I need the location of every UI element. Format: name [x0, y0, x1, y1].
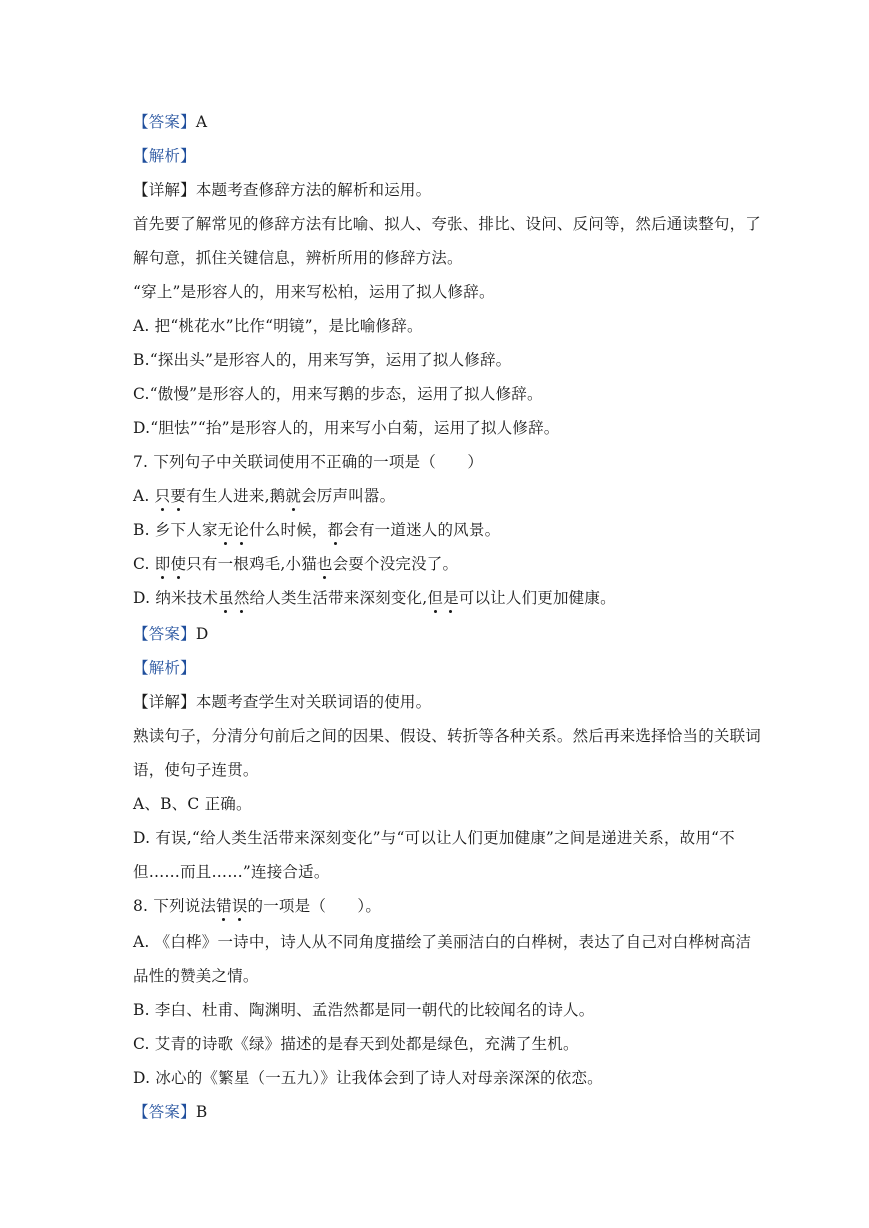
emphasis-char: 使 [170, 555, 187, 573]
text-segment: 会有一道迷人的风景。 [343, 521, 501, 539]
q7-answer-line [133, 624, 208, 644]
q6-answer-line [133, 112, 207, 132]
q7-analysis-tag [133, 658, 196, 678]
q7-option-d [133, 588, 616, 608]
q6-option-d: D.“胆怯”“抬”是形容人的，用来写小白菊，运用了拟人修辞。 [133, 419, 560, 437]
text-segment: 有生人进来,鹅 [186, 487, 286, 505]
q8-option-b: B. 李白、杜甫、陶渊明、孟浩然都是同一朝代的比较闻名的诗人。 [133, 1001, 595, 1019]
emphasis-char: 误 [231, 897, 248, 915]
q8-option-c: C. 艾青的诗歌《绿》描述的是春天到处都是绿色，充满了生机。 [133, 1035, 579, 1053]
answer-value: D [195, 625, 209, 643]
text-segment: 只有一根鸡毛,小猫 [186, 555, 317, 573]
q7-option-c [133, 554, 458, 574]
q6-para2: “穿上”是形容人的，用来写松柏，运用了拟人修辞。 [133, 283, 495, 301]
emphasis-char: 也 [316, 555, 333, 573]
emphasis-char: 虽 [218, 589, 234, 607]
detail-tag: 【详解】 [133, 693, 196, 711]
q6-para1-line1: 首先要了解常见的修辞方法有比喻、拟人、夸张、排比、设问、反问等，然后通读整句，了 [133, 215, 762, 233]
answer-tag: 【答案】 [133, 113, 196, 131]
text-segment: 的一项是（ ）。 [247, 897, 382, 915]
q7-para3-line1: D. 有误,“给人类生活带来深刻变化”与“可以让人们更加健康”之间是递进关系，故用“不 [133, 829, 735, 847]
text-segment: 给人类生活带来深刻变化, [249, 589, 428, 607]
text-segment: B. 乡下人家 [133, 521, 218, 539]
emphasis-char: 即 [154, 555, 171, 573]
text-segment: D. 纳米技术 [133, 589, 219, 607]
q8-option-a-line1: A. 《白桦》一诗中，诗人从不同角度描绘了美丽洁白的白桦树，表达了自己对白桦树高洁 [133, 933, 752, 951]
q7-question: 7. 下列句子中关联词使用不正确的一项是（ ） [133, 453, 484, 471]
q6-option-c: C.“傲慢”是形容人的，用来写鹅的步态，运用了拟人修辞。 [133, 385, 543, 403]
analysis-tag: 【解析】 [133, 659, 196, 677]
emphasis-char: 论 [233, 521, 250, 539]
emphasis-char: 就 [285, 487, 302, 505]
q7-para3-line2: 但……而且……”连接合适。 [133, 863, 330, 881]
q6-analysis-tag [133, 146, 196, 166]
emphasis-char: 然 [233, 589, 250, 607]
answer-tag: 【答案】 [133, 1103, 196, 1121]
q7-option-a [133, 486, 395, 506]
text-segment: A. [133, 487, 155, 505]
q8-question [133, 896, 381, 916]
q7-option-b [133, 520, 500, 540]
emphasis-char: 但 [427, 589, 444, 607]
emphasis-char: 错 [216, 897, 232, 915]
q8-option-a-line2: 品性的赞美之情。 [133, 967, 259, 985]
detail-text: 本题考查学生对关联词语的使用。 [195, 693, 432, 711]
detail-text: 本题考查修辞方法的解析和运用。 [195, 181, 432, 199]
q6-option-a: A. 把“桃花水”比作“明镜”，是比喻修辞。 [133, 317, 423, 335]
text-segment: 可以让人们更加健康。 [458, 589, 616, 607]
q6-option-b: B.“探出头”是形容人的，用来写笋，运用了拟人修辞。 [133, 351, 512, 369]
answer-tag: 【答案】 [133, 625, 196, 643]
text-segment: 什么时候， [249, 521, 328, 539]
detail-tag: 【详解】 [133, 181, 196, 199]
text-segment: 会厉声叫嚣。 [301, 487, 396, 505]
q8-answer-line [133, 1102, 207, 1122]
text-segment: C. [133, 555, 155, 573]
text-segment: 8. 下列说法 [133, 897, 217, 915]
answer-value: A [195, 113, 208, 131]
emphasis-char: 要 [170, 487, 187, 505]
emphasis-char: 无 [217, 521, 234, 539]
text-segment: 会耍个没完没了。 [332, 555, 459, 573]
q6-detail-line [133, 180, 431, 200]
q7-para2: A、B、C 正确。 [133, 795, 252, 813]
q6-para1-line2: 解句意，抓住关键信息，辨析所用的修辞方法。 [133, 249, 463, 267]
q7-para1-line1: 熟读句子，分清分句前后之间的因果、假设、转折等各种关系。然后再来选择恰当的关联词 [133, 727, 762, 745]
q8-option-d: D. 冰心的《繁星（一五九）》让我体会到了诗人对母亲深深的依恋。 [133, 1069, 603, 1087]
analysis-tag: 【解析】 [133, 147, 196, 165]
q7-para1-line2: 语，使句子连贯。 [133, 761, 259, 779]
emphasis-char: 都 [327, 521, 344, 539]
q7-detail-line [133, 692, 431, 712]
emphasis-char: 只 [154, 487, 171, 505]
emphasis-char: 是 [443, 589, 459, 607]
answer-value: B [195, 1103, 208, 1121]
